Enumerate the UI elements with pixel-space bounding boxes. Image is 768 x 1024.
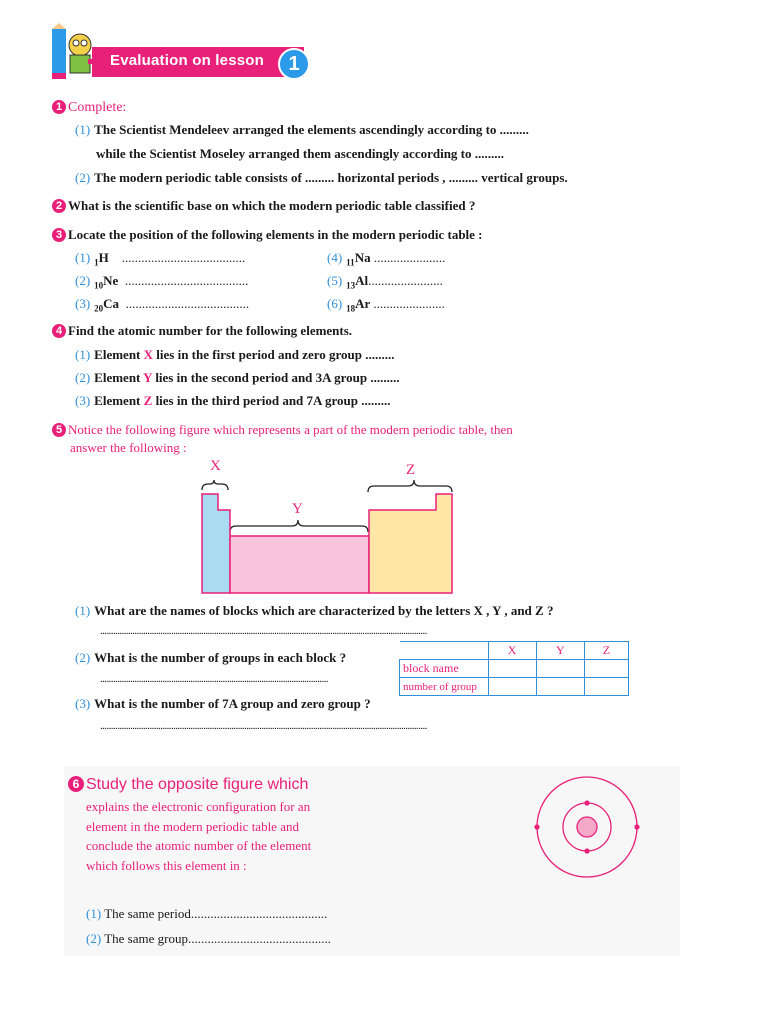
q1-number-badge: 1 bbox=[52, 100, 66, 114]
row-label-number-of-group: number of group bbox=[400, 678, 489, 696]
q5-number-badge: 5 bbox=[52, 423, 66, 437]
table-cell[interactable] bbox=[488, 678, 536, 696]
q3-item-6: (6) $_{18}$Ar ...................... bbox=[327, 296, 445, 314]
table-cell[interactable] bbox=[488, 660, 536, 678]
table-header-x: X bbox=[488, 642, 536, 660]
q3-item-1: (1) $_1$H ...................................... bbox=[75, 250, 246, 268]
electron bbox=[584, 848, 589, 853]
q4-item-2: (2) Element Y lies in the second period and 3A group ......... bbox=[75, 370, 400, 385]
q6-number-badge: 6 bbox=[68, 776, 84, 792]
q5-answer-line-3: ........................................................................................................................................................ bbox=[100, 720, 427, 732]
table-cell[interactable] bbox=[536, 678, 584, 696]
q5-question: 5 Notice the following figure which represents a part of the modern periodic table, then bbox=[52, 422, 513, 438]
table-cell[interactable] bbox=[584, 660, 628, 678]
q4-question: 4 Find the atomic number for the following elements. bbox=[52, 323, 352, 339]
table-header-z: Z bbox=[584, 642, 628, 660]
label-x: X bbox=[210, 458, 221, 474]
q3-item-2: (2) $_{10}$Ne ...................................... bbox=[75, 273, 249, 291]
q4-number-badge: 4 bbox=[52, 324, 66, 338]
q5-item-1: (1) What are the names of blocks which are characterized by the letters X , Y , and Z ? bbox=[75, 603, 554, 618]
q5-answer-line-1: ........................................................................................................................................................ bbox=[100, 625, 427, 637]
q1-item-1-cont: while the Scientist Moseley arranged them ascendingly according to ......... bbox=[96, 146, 505, 161]
brace-z bbox=[368, 480, 452, 492]
table-cell[interactable] bbox=[536, 660, 584, 678]
q3-item-3: (3) $_{20}$Ca ...................................... bbox=[75, 296, 250, 314]
lesson-number-badge: 1 bbox=[278, 48, 310, 80]
nucleus bbox=[577, 817, 597, 837]
brace-x bbox=[202, 480, 228, 490]
table-header-row bbox=[400, 642, 629, 660]
q2-number-badge: 2 bbox=[52, 199, 66, 213]
periodic-table-figure bbox=[196, 452, 462, 600]
electron bbox=[534, 824, 539, 829]
q5-item-3: (3) What is the number of 7A group and zero group ? bbox=[75, 696, 371, 711]
block-z bbox=[369, 494, 452, 593]
q3-number-badge: 3 bbox=[52, 228, 66, 242]
q3-question: 3 Locate the position of the following elements in the modern periodic table : bbox=[52, 227, 483, 243]
row-label-block-name: block name bbox=[400, 660, 489, 678]
q3-item-4: (4) $_{11}$Na ...................... bbox=[327, 250, 446, 268]
electron bbox=[584, 800, 589, 805]
q4-item-1: (1) Element X lies in the first period and zero group ......... bbox=[75, 347, 395, 362]
block-x bbox=[202, 494, 230, 593]
table-header-y: Y bbox=[536, 642, 584, 660]
brace-y bbox=[230, 520, 368, 532]
q2-question: 2 What is the scientific base on which the modern periodic table classified ? bbox=[52, 198, 475, 214]
electron bbox=[634, 824, 639, 829]
table-row bbox=[400, 660, 629, 678]
q4-item-3: (3) Element Z lies in the third period and 7A group ......... bbox=[75, 393, 391, 408]
block-y bbox=[230, 536, 369, 593]
table-corner-cell bbox=[400, 642, 489, 660]
table-cell[interactable] bbox=[584, 678, 628, 696]
q6-heading: 6 Study the opposite figure which bbox=[68, 776, 308, 794]
q6-item-1: (1) The same period.......................................... bbox=[86, 906, 328, 921]
label-z: Z bbox=[406, 462, 416, 478]
atom-diagram bbox=[530, 770, 645, 885]
blocks-table bbox=[399, 641, 629, 696]
q3-item-5: (5) $_{13}$Al....................... bbox=[327, 273, 443, 291]
q1-item-2: (2) The modern periodic table consists of ......... horizontal periods , ......... vertical groups. bbox=[75, 170, 568, 185]
q1-heading: 1 Complete: bbox=[52, 98, 126, 116]
q5-answer-line-2: .......................................................................................................... bbox=[100, 673, 328, 685]
q1-item-1: (1) The Scientist Mendeleev arranged the elements ascendingly according to ......... bbox=[75, 122, 529, 137]
header-title: Evaluation on lesson bbox=[110, 52, 265, 69]
table-row bbox=[400, 678, 629, 696]
q6-body: explains the electronic configuration for an element in the modern periodic table and conclude the atomic number of the element which follows this element in : bbox=[86, 799, 312, 873]
label-y: Y bbox=[292, 501, 303, 517]
lesson-header bbox=[48, 23, 306, 83]
q5-question-cont: answer the following : bbox=[70, 440, 187, 455]
q5-item-2: (2) What is the number of groups in each block ? bbox=[75, 650, 347, 665]
q6-item-2: (2) The same group............................................ bbox=[86, 931, 331, 946]
